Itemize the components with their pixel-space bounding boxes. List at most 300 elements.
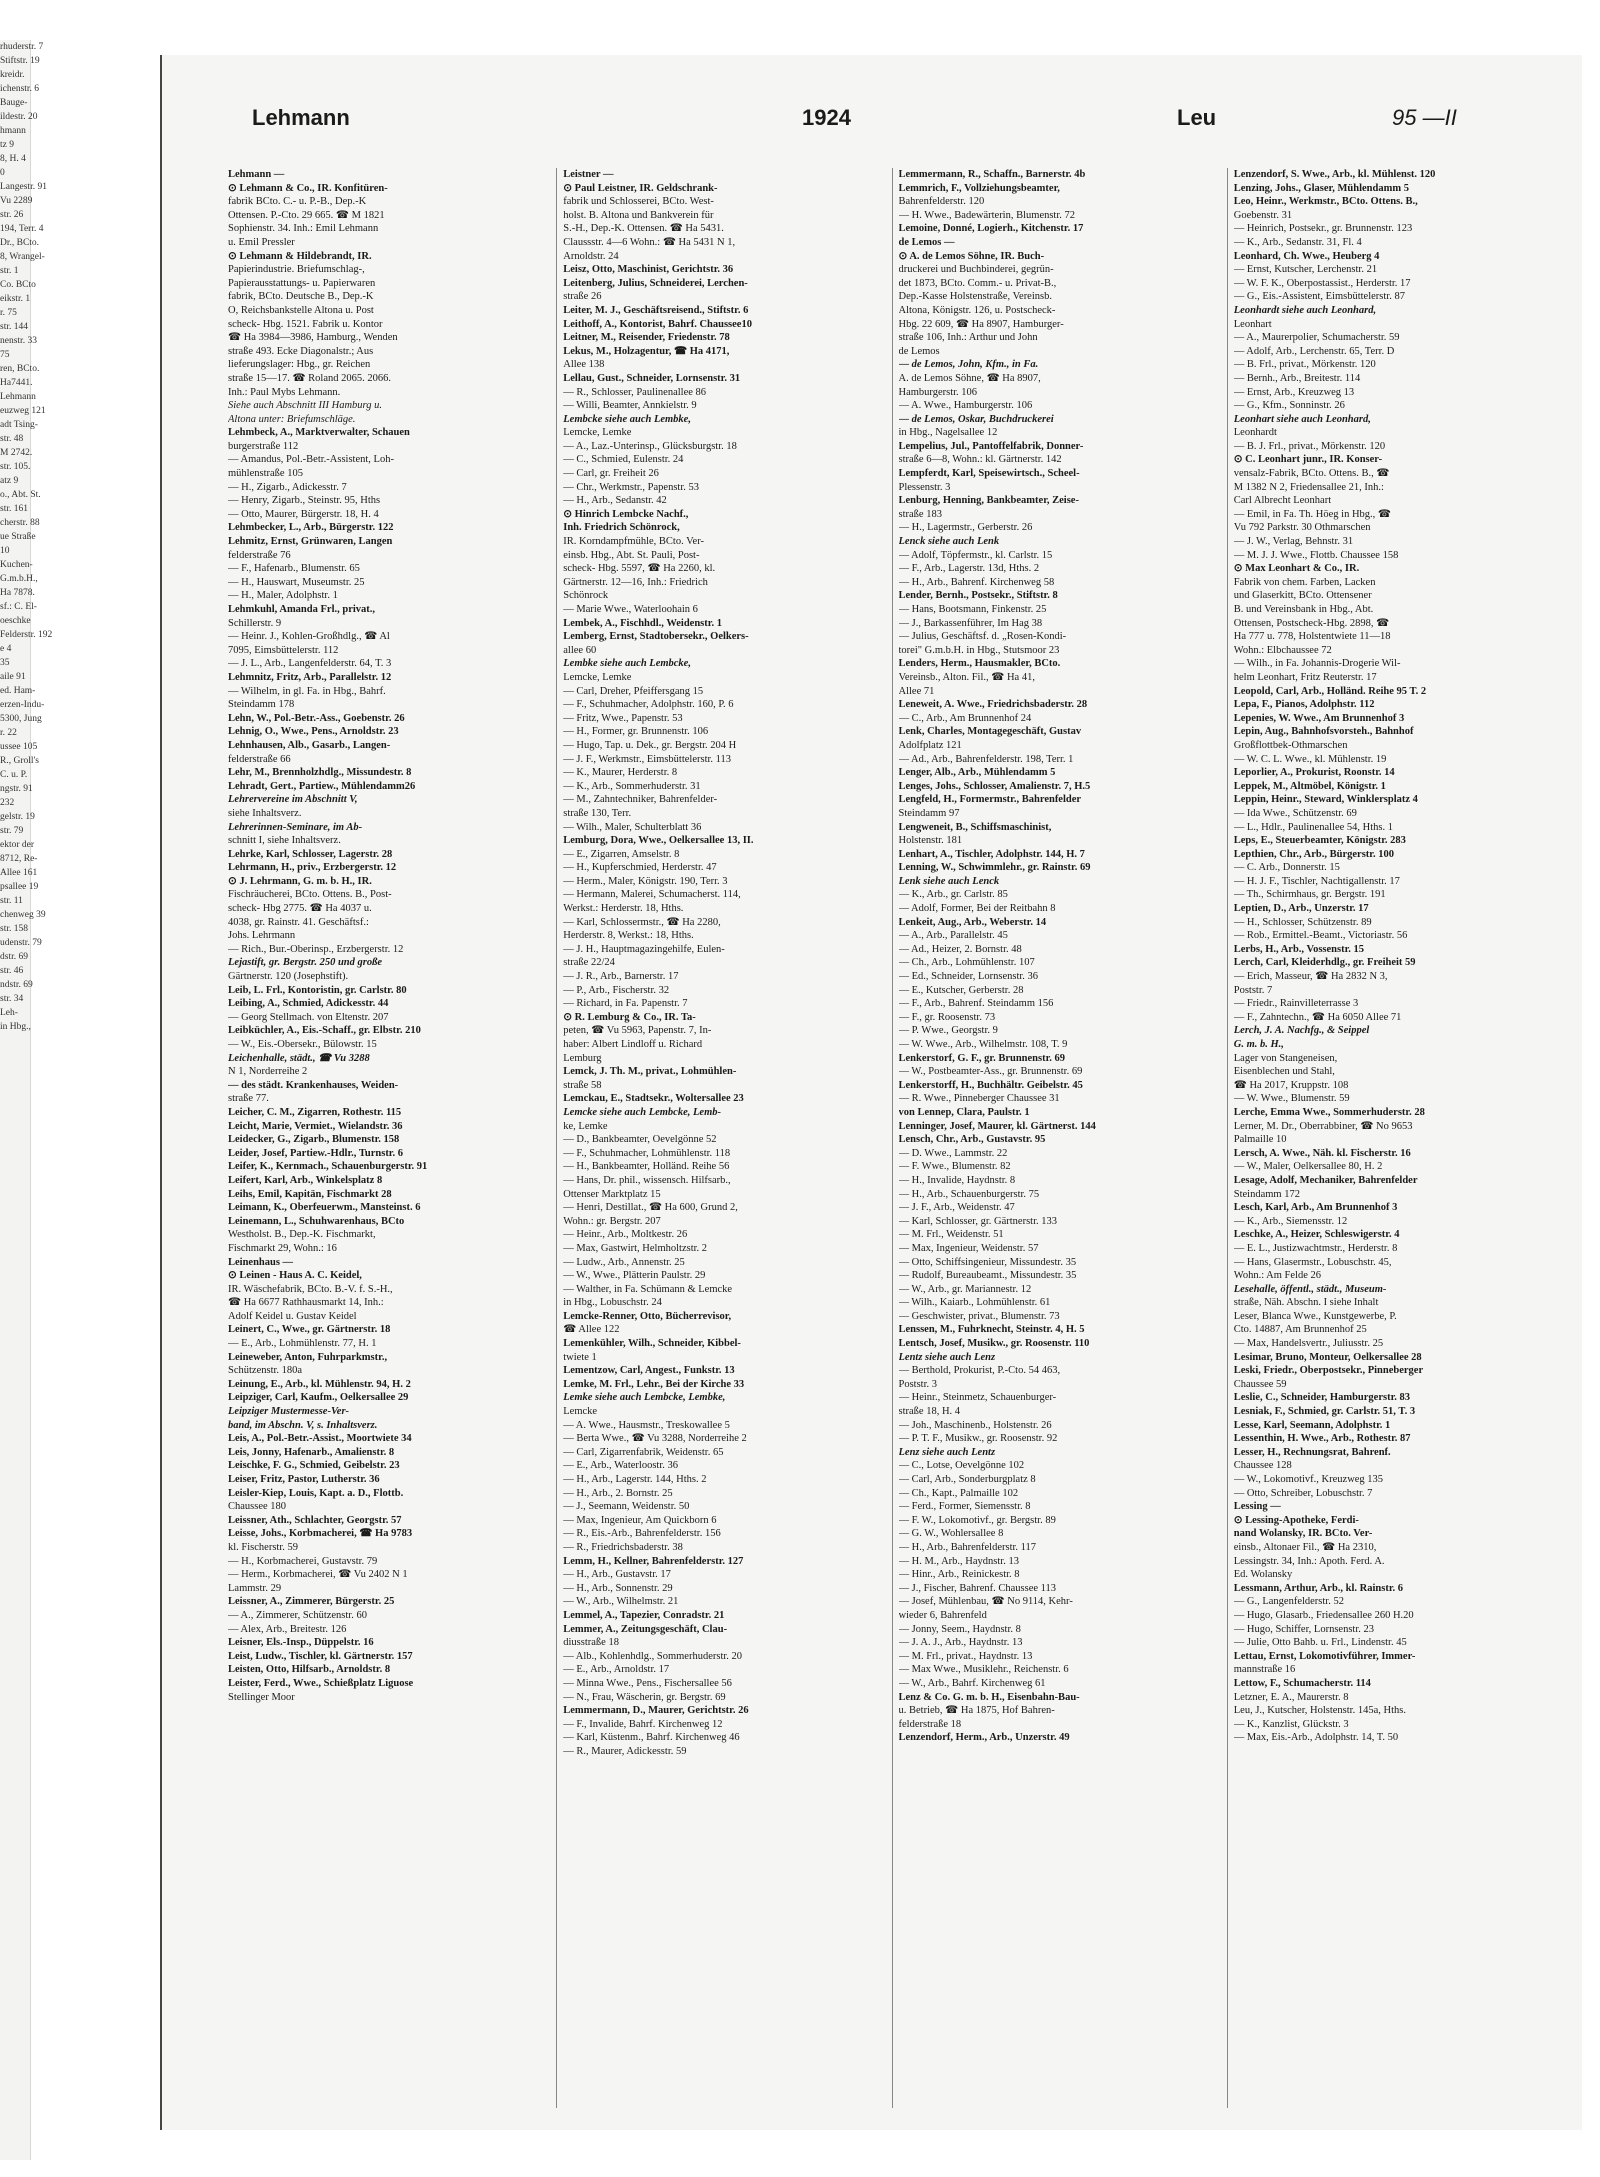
directory-entry: — H. J. F., Tischler, Nachtigallenstr. 17 — [1233, 875, 1400, 887]
header-left-keyword: Lehmann — [252, 105, 350, 130]
directory-entry: — H. Wwe., Badewärterin, Blumenstr. 72 — [898, 209, 1076, 221]
directory-entry: Lenzendorf, S. Wwe., Arb., kl. Mühlenst. 120 — [1233, 169, 1436, 180]
directory-entry: — Max Wwe., Musiklehr., Reichenstr. 6 — [898, 1664, 1069, 1676]
directory-entry: Leski, Friedr., Oberpostsekr., Pinneberger — [1233, 1365, 1424, 1377]
directory-entry: Ottenser Marktplatz 15 — [563, 1188, 661, 1200]
directory-entry: O, Reichsbankstelle Altona u. Post — [228, 304, 374, 316]
directory-entry: Leihs, Emil, Kapitän, Fischmarkt 28 — [228, 1188, 392, 1200]
directory-entry: scheck- Hbg. 5597, ☎ Ha 2260, kl. — [563, 563, 716, 575]
directory-entry: Lerner, M. Dr., Oberrabbiner, ☎ No 9653 — [1233, 1120, 1413, 1132]
directory-entry: Lehnhausen, Alb., Gasarb., Langen- — [228, 739, 391, 751]
directory-entry: — P., Arb., Fischerstr. 32 — [563, 984, 670, 996]
strip-line: M 2742. — [0, 448, 33, 458]
directory-entry: — H., Arb., Gustavstr. 17 — [563, 1569, 671, 1581]
directory-entry: straße 58 — [563, 1079, 602, 1091]
strip-line: ektor der — [0, 840, 35, 850]
directory-entry: — Herm., Korbmacherei, ☎ Vu 2402 N 1 — [228, 1569, 408, 1581]
strip-line: Kuchen- — [0, 560, 33, 570]
directory-entry: Lembke siehe auch Lembcke, — [563, 658, 691, 670]
directory-entry: — Max, Ingenieur, Weidenstr. 57 — [898, 1242, 1039, 1254]
directory-entry: — Max, Eis.-Arb., Adolphstr. 14, T. 50 — [1233, 1732, 1399, 1744]
strip-line: 10 — [0, 546, 10, 556]
directory-entry: Lerch, J. A. Nachfg., & Seippel — [1233, 1025, 1370, 1037]
strip-line: str. 46 — [0, 966, 24, 976]
directory-entry: schnitt I, siehe Inhaltsverz. — [228, 835, 341, 847]
directory-entry: Lenburg, Henning, Bankbeamter, Zeise- — [898, 495, 1079, 507]
strip-line: hmann — [0, 126, 26, 136]
directory-entry: — F., Arb., Bahrenf. Steindamm 156 — [898, 998, 1054, 1010]
directory-entry: — W., Arb., Wilhelmstr. 21 — [563, 1596, 679, 1608]
directory-entry: Arnoldstr. 24 — [563, 250, 619, 262]
directory-entry: ☎ Ha 3984—3986, Hamburg., Wenden — [228, 332, 398, 344]
directory-entry: — E., Arb., Waterloostr. 36 — [563, 1460, 678, 1472]
column-2 — [556, 168, 891, 2108]
directory-entry: Leicher, C. M., Zigarren, Rothestr. 115 — [228, 1106, 402, 1118]
strip-line: 8, H. 4 — [0, 154, 26, 164]
directory-entry: Lemcke, Lemke — [563, 671, 632, 683]
directory-entry: Lenger, Alb., Arb., Mühlendamm 5 — [898, 767, 1056, 779]
directory-entry: — Julius, Geschäftsf. d. „Rosen-Kondi- — [898, 631, 1067, 643]
directory-entry: Lemburg — [563, 1052, 602, 1064]
directory-entry: Vu 792 Parkstr. 30 Othmarschen — [1233, 522, 1371, 534]
adjacent-page-text — [0, 40, 53, 1034]
strip-line: ichenstr. 6 — [0, 84, 40, 94]
directory-entry: — J., Barkassenführer, Im Hag 38 — [898, 617, 1043, 629]
directory-entry: Lepthien, Chr., Arb., Bürgerstr. 100 — [1233, 848, 1394, 860]
directory-entry: Lehmkuhl, Amanda Frl., privat., — [228, 604, 376, 615]
directory-entry: Leonhart — [1233, 318, 1272, 330]
strip-line: eikstr. 1 — [0, 294, 31, 304]
directory-entry: 7095, Eimsbüttelerstr. 112 — [228, 644, 339, 656]
directory-entry: Lemoine, Donné, Logierh., Kitchenstr. 17 — [898, 223, 1084, 235]
directory-entry: straße 6—8, Wohn.: kl. Gärtnerstr. 142 — [898, 454, 1062, 466]
directory-entry: — K., Arb., Siemensstr. 12 — [1233, 1215, 1348, 1227]
strip-line: ussee 105 — [0, 742, 38, 752]
directory-entry: Palmaille 10 — [1233, 1134, 1287, 1146]
directory-entry: Lettow, F., Schumacherstr. 114 — [1233, 1677, 1371, 1689]
directory-entry: — R., Maurer, Adickesstr. 59 — [563, 1745, 687, 1757]
directory-entry: Lenzing, Johs., Glaser, Mühlendamm 5 — [1233, 182, 1409, 194]
directory-entry: ⊙ Paul Leistner, IR. Geldschrank- — [563, 182, 718, 194]
directory-entry: Lepa, F., Pianos, Adolphstr. 112 — [1233, 699, 1375, 711]
directory-entry: — M. J. J. Wwe., Flottb. Chaussee 158 — [1233, 549, 1399, 561]
directory-entry: Leissner, A., Zimmerer, Bürgerstr. 25 — [228, 1596, 395, 1608]
directory-entry: Lensch, Chr., Arb., Gustavstr. 95 — [898, 1134, 1046, 1146]
directory-entry: Leporlier, A., Prokurist, Roonstr. 14 — [1233, 767, 1395, 779]
directory-entry: Ottensen, Postscheck-Hbg. 2898, ☎ — [1233, 617, 1390, 629]
header-page-number: 95 —II — [1392, 105, 1457, 130]
directory-entry: — Joh., Maschinenb., Holstenstr. 26 — [898, 1419, 1052, 1431]
directory-entry: Ha 777 u. 778, Holstentwiete 11—18 — [1233, 631, 1391, 643]
directory-entry: Schillerstr. 9 — [228, 617, 282, 629]
directory-entry: Lesniak, F., Schmied, gr. Carlstr. 51, T. 3 — [1233, 1406, 1416, 1418]
directory-entry: ⊙ Lessing-Apotheke, Ferdi- — [1233, 1514, 1359, 1526]
directory-entry: — J., Seemann, Weidenstr. 50 — [563, 1501, 690, 1513]
strip-line: str. 105. — [0, 462, 31, 472]
directory-entry: fabrik BCto. C.- u. P.-B., Dep.-K — [228, 196, 367, 208]
directory-entry: vensalz-Fabrik, BCto. Ottens. B., ☎ — [1233, 468, 1390, 480]
directory-entry: felderstraße 66 — [228, 753, 291, 765]
directory-entry: — C. Arb., Donnerstr. 15 — [1233, 862, 1340, 874]
directory-entry: twiete 1 — [563, 1351, 597, 1363]
directory-entry: — Ludw., Arb., Annenstr. 25 — [563, 1256, 685, 1268]
directory-entry: Leneweit, A. Wwe., Friedrichsbaderstr. 28 — [898, 699, 1088, 711]
directory-entry: — Adolf, Töpfermstr., kl. Carlstr. 15 — [898, 549, 1053, 561]
directory-entry: haber: Albert Lindloff u. Richard — [563, 1039, 703, 1050]
directory-entry: — Bernh., Arb., Breitestr. 114 — [1233, 372, 1361, 384]
directory-entry: Lenzendorf, Herm., Arb., Unzerstr. 49 — [898, 1732, 1070, 1744]
directory-entry: — Wilh., in Fa. Johannis-Drogerie Wil- — [1233, 658, 1401, 670]
directory-entry: — F. Wwe., Blumenstr. 82 — [898, 1161, 1011, 1173]
strip-line: Felderstr. 192 — [0, 630, 53, 640]
strip-line: chenweg 39 — [0, 910, 46, 920]
directory-entry: — W., Maler, Oelkersallee 80, H. 2 — [1233, 1161, 1383, 1173]
directory-entry: straße 106, Inh.: Arthur und John — [898, 332, 1038, 344]
directory-entry: — W. F. K., Oberpostassist., Herderstr. 17 — [1233, 277, 1411, 289]
directory-entry: Leo, Heinr., Werkmstr., BCto. Ottens. B., — [1233, 196, 1418, 208]
directory-entry: peten, ☎ Vu 5963, Papenstr. 7, In- — [563, 1025, 712, 1037]
directory-entry: Leinemann, L., Schuhwarenhaus, BCto — [228, 1215, 405, 1227]
directory-entry: Stellinger Moor — [228, 1691, 295, 1703]
directory-entry: straße 183 — [898, 508, 942, 520]
directory-entry: Leisten, Otto, Hilfsarb., Arnoldstr. 8 — [228, 1664, 391, 1676]
directory-entry: — H., Hauswart, Museumstr. 25 — [228, 576, 365, 588]
directory-entry: Poststr. 3 — [898, 1378, 938, 1390]
directory-entry: — H., Lagermstr., Gerberstr. 26 — [898, 522, 1033, 534]
directory-entry: — Berthold, Prokurist, P.-Cto. 54 463, — [898, 1365, 1061, 1377]
directory-entry: straße 18, H. 4 — [898, 1406, 961, 1418]
directory-entry: 4038, gr. Rainstr. 41. Geschäftsf.: — [228, 916, 369, 928]
directory-entry: Leitenberg, Julius, Schneiderei, Lerchen- — [563, 277, 748, 289]
directory-entry: — Max, Ingenieur, Am Quickborn 6 — [563, 1514, 717, 1526]
directory-entry: torei" G.m.b.H. in Hbg., Stutsmoor 23 — [898, 644, 1060, 656]
directory-entry: — F., Arb., Lagerstr. 13d, Hths. 2 — [898, 563, 1040, 575]
directory-entry: Leu, J., Kutscher, Holstenstr. 145a, Hths. — [1233, 1705, 1406, 1717]
directory-entry: Lejastift, gr. Bergstr. 250 und große — [228, 957, 383, 969]
directory-entry: — K., Arb., Sedanstr. 31, Fl. 4 — [1233, 236, 1362, 248]
strip-line: 0 — [0, 168, 5, 178]
strip-line: str. 161 — [0, 504, 28, 514]
directory-entry: diusstraße 18 — [563, 1637, 619, 1649]
strip-line: r. 75 — [0, 308, 17, 318]
directory-entry: Ed. Wolansky — [1233, 1569, 1293, 1581]
directory-entry: A. de Lemos Söhne, ☎ Ha 8907, — [898, 372, 1041, 384]
directory-entry: Lenkeit, Aug., Arb., Weberstr. 14 — [898, 916, 1047, 928]
directory-entry: Fischmarkt 29, Wohn.: 16 — [228, 1242, 337, 1254]
directory-entry: — Ida Wwe., Schützenstr. 69 — [1233, 807, 1357, 819]
directory-entry: felderstraße 76 — [228, 549, 291, 561]
directory-entry: ☎ Ha 6677 Rathhausmarkt 14, Inh.: — [228, 1297, 384, 1309]
directory-entry: — J. F., Arb., Weidenstr. 47 — [898, 1202, 1015, 1214]
directory-entry: Inh.: Paul Mybs Lehmann. — [228, 386, 341, 398]
directory-entry: Lentsch, Josef, Musikw., gr. Roosenstr. 110 — [898, 1338, 1090, 1350]
directory-entry: Lengfeld, H., Formermstr., Bahrenfelder — [898, 794, 1082, 806]
directory-entry: Lehrervereine im Abschnitt V, — [228, 794, 358, 806]
directory-entry: Lammstr. 29 — [228, 1582, 282, 1594]
directory-entry: siehe Inhaltsverz. — [228, 807, 302, 819]
directory-entry: straße 15—17. ☎ Roland 2065. 2066. — [228, 372, 391, 384]
directory-entry: Lenders, Herm., Hausmakler, BCto. — [898, 658, 1061, 670]
strip-line: str. 11 — [0, 896, 23, 906]
directory-entry: Lesch, Karl, Arb., Am Brunnenhof 3 — [1233, 1202, 1398, 1214]
directory-entry: holst. B. Altona und Bankverein für — [563, 209, 714, 221]
directory-entry: — K., Kanzlist, Glückstr. 3 — [1233, 1718, 1349, 1730]
directory-entry: Leib, L. Frl., Kontoristin, gr. Carlstr. 80 — [228, 984, 407, 996]
directory-entry: Lenz siehe auch Lentz — [898, 1446, 996, 1458]
directory-entry: — H., Arb., 2. Bornstr. 25 — [563, 1487, 673, 1499]
directory-entry: — Carl, Dreher, Pfeiffersgang 15 — [563, 685, 704, 697]
directory-entry: — H., Invalide, Haydnstr. 8 — [898, 1174, 1016, 1186]
directory-entry: Lenning, W., Schwimmlehr., gr. Rainstr. 69 — [898, 862, 1091, 874]
directory-entry: — H., Arb., Sedanstr. 42 — [563, 495, 667, 507]
directory-entry: Leisz, Otto, Maschinist, Gerichtstr. 36 — [563, 264, 734, 276]
directory-entry: allee 60 — [563, 644, 597, 656]
directory-entry: Leonhardt — [1233, 427, 1277, 439]
directory-entry: — Carl, Arb., Sonderburgplatz 8 — [898, 1474, 1036, 1485]
directory-entry: — M. Frl., privat., Haydnstr. 13 — [898, 1650, 1033, 1662]
directory-entry: Lemcke-Renner, Otto, Bücherrevisor, — [563, 1310, 732, 1322]
directory-entry: Wohn.: gr. Bergstr. 207 — [563, 1215, 661, 1227]
directory-entry: Leinung, E., Arb., kl. Mühlenstr. 94, H. 2 — [228, 1378, 411, 1390]
directory-entry: — Wilh., Maler, Schulterblatt 36 — [563, 821, 702, 833]
directory-entry: Leisse, Johs., Korbmacherei, ☎ Ha 9783 — [228, 1528, 413, 1540]
directory-entry: Leifert, Karl, Arb., Winkelsplatz 8 — [228, 1174, 383, 1186]
directory-entry: Lehr, M., Brennholzhdlg., Missundestr. 8 — [228, 767, 412, 779]
directory-entry: Lempelius, Jul., Pantoffelfabrik, Donner- — [898, 440, 1084, 452]
directory-entry: Letzner, E. A., Maurerstr. 8 — [1233, 1691, 1349, 1703]
directory-entry: Lehradt, Gert., Partiew., Mühlendamm26 — [228, 780, 416, 792]
directory-entry: Lemke siehe auch Lembcke, Lembke, — [563, 1392, 726, 1404]
directory-entry: Lehmbecker, L., Arb., Bürgerstr. 122 — [228, 522, 394, 534]
directory-entry: IR. Korndampfmühle, BCto. Ver- — [563, 536, 704, 548]
directory-entry: — Henri, Destillat., ☎ Ha 600, Grund 2, — [563, 1202, 738, 1214]
directory-entry: — G., Eis.-Assistent, Eimsbüttelerstr. 87 — [1233, 291, 1405, 303]
directory-entry: Lesehalle, öffentl., städt., Museum- — [1233, 1283, 1387, 1295]
strip-line: tz 9 — [0, 140, 14, 150]
directory-entry: Lerbs, H., Arb., Vossenstr. 15 — [1233, 943, 1365, 955]
strip-line: adt Tsing- — [0, 420, 38, 430]
directory-entry: Leissner, Ath., Schlachter, Georgstr. 57 — [228, 1514, 402, 1526]
directory-entry: Lesage, Adolf, Mechaniker, Bahrenfelder — [1233, 1174, 1418, 1186]
directory-entry: — H., Zigarb., Adickesstr. 7 — [228, 481, 347, 493]
directory-entry: — A., Laz.-Unterinsp., Glücksburgstr. 18 — [563, 440, 737, 452]
strip-line: str. 48 — [0, 434, 24, 444]
directory-entry: — D., Bankbeamter, Oevelgönne 52 — [563, 1134, 717, 1146]
directory-entry: — F., Hafenarb., Blumenstr. 65 — [228, 563, 360, 575]
directory-entry: — Hinr., Arb., Reinickestr. 8 — [898, 1569, 1020, 1581]
directory-entry: Leonhard, Ch. Wwe., Heuberg 4 — [1233, 250, 1380, 262]
directory-entry: ke, Lemke — [563, 1120, 608, 1132]
directory-entry: — L., Hdlr., Paulinenallee 54, Hths. 1 — [1233, 821, 1393, 833]
directory-entry: — W., Arb., gr. Mariannestr. 12 — [898, 1283, 1032, 1295]
directory-entry: — Wilh., Kaiarb., Lohmühlenstr. 61 — [898, 1297, 1051, 1309]
directory-entry: ⊙ Leinen - Haus A. C. Keidel, — [228, 1270, 362, 1282]
strip-line: str. 79 — [0, 826, 24, 836]
directory-entry: — Karl, Schlossermstr., ☎ Ha 2280, — [563, 916, 721, 928]
directory-entry: Leopold, Carl, Arb., Holländ. Reihe 95 T. 2 — [1233, 685, 1427, 697]
directory-entry: — H., Schlosser, Schützenstr. 89 — [1233, 916, 1372, 928]
directory-entry: — Otto, Maurer, Bürgerstr. 18, H. 4 — [228, 508, 379, 520]
directory-entry: Leistner — — [563, 169, 614, 180]
directory-entry: Leiser, Fritz, Pastor, Lutherstr. 36 — [228, 1474, 380, 1485]
directory-entry: ⊙ Lehmann & Hildebrandt, IR. — [228, 250, 372, 262]
directory-entry: Lepin, Aug., Bahnhofsvorsteh., Bahnhof — [1233, 726, 1414, 738]
directory-entry: Leist, Ludw., Tischler, kl. Gärtnerstr. 157 — [228, 1650, 413, 1662]
strip-line: ndstr. 69 — [0, 980, 33, 990]
directory-entry: — C., Lotse, Oevelgönne 102 — [898, 1460, 1025, 1472]
strip-line: Stiftstr. 19 — [0, 56, 40, 66]
directory-entry: Lessenthin, H. Wwe., Arb., Rothestr. 87 — [1233, 1433, 1411, 1445]
strip-line: aile 91 — [0, 672, 26, 682]
directory-entry: Lenninger, Josef, Maurer, kl. Gärtnerst. 144 — [898, 1120, 1096, 1132]
directory-entry: Leister, Ferd., Wwe., Schießplatz Liguose — [228, 1677, 414, 1689]
strip-line: rhuderstr. 7 — [0, 42, 44, 52]
directory-entry: — G., Langenfelderstr. 52 — [1233, 1596, 1344, 1608]
strip-line: str. 26 — [0, 210, 24, 220]
directory-entry: Lemcke siehe auch Lembcke, Lemb- — [563, 1106, 721, 1118]
directory-entry: band, im Abschn. V, s. Inhaltsverz. — [228, 1419, 378, 1431]
directory-entry: B. und Vereinsbank in Hbg., Abt. — [1233, 604, 1374, 615]
directory-entry: — E., Arb., Lohmühlenstr. 77, H. 1 — [228, 1338, 377, 1350]
strip-line: ren, BCto. — [0, 364, 40, 374]
strip-line: Bauge- — [0, 98, 28, 108]
directory-entry: — Herm., Maler, Königstr. 190, Terr. 3 — [563, 875, 728, 887]
directory-entry: — Adolf, Arb., Lerchenstr. 65, Terr. D — [1233, 345, 1395, 357]
directory-entry: Lemke, M. Frl., Lehr., Bei der Kirche 33 — [563, 1378, 745, 1390]
directory-entry: — Ad., Arb., Bahrenfelderstr. 198, Terr. 1 — [898, 753, 1074, 765]
directory-entry: Lemmermann, D., Maurer, Gerichtstr. 26 — [563, 1705, 749, 1717]
strip-line: Ha 7878. — [0, 588, 35, 598]
directory-entry: — W., Arb., Bahrf. Kirchenweg 61 — [898, 1677, 1046, 1689]
directory-entry: Altona unter: Briefumschläge. — [228, 413, 356, 425]
directory-entry: M 1382 N 2, Friedensallee 21, Inh.: — [1233, 481, 1384, 493]
directory-entry: in Hbg., Nagelsallee 12 — [898, 427, 998, 439]
directory-entry: Lenkerstorff, H., Buchhältr. Geibelstr. 45 — [898, 1079, 1083, 1091]
directory-entry: Leser, Blanca Wwe., Kunstgewerbe, P. — [1233, 1310, 1397, 1322]
directory-entry: Siehe auch Abschnitt III Hamburg u. — [228, 400, 382, 412]
directory-entry: u. Betrieb, ☎ Ha 1875, Hof Bahren- — [898, 1705, 1055, 1717]
directory-entry: — Berta Wwe., ☎ Vu 3288, Norderreihe 2 — [563, 1433, 747, 1445]
directory-entry: Lenges, Johs., Schlosser, Amalienstr. 7, H.5 — [898, 780, 1091, 792]
directory-entry: — Ch., Kapt., Palmaille 102 — [898, 1487, 1019, 1499]
directory-entry: — B. Frl., privat., Mörkenstr. 120 — [1233, 359, 1376, 371]
strip-line: nenstr. 33 — [0, 336, 37, 346]
directory-entry: — J. L., Arb., Langenfelderstr. 64, T. 3 — [228, 658, 392, 670]
strip-line: r. 22 — [0, 728, 17, 738]
directory-entry: — de Lemos, John, Kfm., in Fa. — [898, 359, 1039, 371]
strip-line: Ha7441. — [0, 378, 33, 388]
strip-line: Allee 161 — [0, 868, 38, 878]
directory-entry: Vereinsb., Alton. Fil., ☎ Ha 41, — [898, 671, 1035, 683]
directory-entry: Lemm, H., Kellner, Bahrenfelderstr. 127 — [563, 1555, 744, 1567]
directory-entry: Johs. Lehrmann — [228, 930, 296, 942]
strip-line: 35 — [0, 658, 10, 668]
strip-line: erzen-Indu- — [0, 700, 45, 710]
directory-entry: Leslie, C., Schneider, Hamburgerstr. 83 — [1233, 1392, 1411, 1404]
directory-entry: IR. Wäschefabrik, BCto. B.-V. f. S.-H., — [228, 1283, 393, 1295]
column-3 — [892, 168, 1227, 2108]
strip-line: ildestr. 20 — [0, 112, 38, 122]
directory-entry: Leis, A., Pol.-Betr.-Assist., Moortwiete 34 — [228, 1433, 412, 1445]
directory-entry: — W., Lokomotivf., Kreuzweg 135 — [1233, 1474, 1384, 1485]
directory-entry: Leichenhalle, städt., ☎ Vu 3288 — [228, 1052, 370, 1064]
directory-entry: — Erich, Masseur, ☎ Ha 2832 N 3, — [1233, 971, 1388, 983]
adjacent-page-strip — [0, 40, 53, 2160]
directory-entry: von Lennep, Clara, Paulstr. 1 — [898, 1106, 1030, 1118]
directory-entry: Allee 138 — [563, 359, 605, 371]
directory-entry: — P. Wwe., Georgstr. 9 — [898, 1025, 998, 1037]
directory-entry: Lentz siehe auch Lenz — [898, 1351, 996, 1363]
directory-entry: — Heinr., Arb., Moltkestr. 26 — [563, 1229, 688, 1241]
directory-entry: ⊙ A. de Lemos Söhne, IR. Buch- — [898, 250, 1045, 262]
directory-entry: — K., Arb., Sommerhuderstr. 31 — [563, 780, 701, 792]
directory-entry: Leifer, K., Kernmach., Schauenburgerstr. 91 — [228, 1161, 428, 1173]
directory-entry: — H. M., Arb., Haydnstr. 13 — [898, 1555, 1019, 1567]
directory-entry: wieder 6, Bahrenfeld — [898, 1609, 987, 1621]
strip-line: R., Groll's — [0, 756, 39, 766]
directory-entry: Lesser, H., Rechnungsrat, Bahrenf. — [1233, 1446, 1391, 1458]
directory-entry: — A., Maurerpolier, Schumacherstr. 59 — [1233, 332, 1400, 344]
directory-entry: Steindamm 178 — [228, 699, 295, 711]
directory-entry: — Geschwister, privat., Blumenstr. 73 — [898, 1310, 1060, 1322]
directory-entry: — Ferd., Former, Siemensstr. 8 — [898, 1501, 1031, 1513]
directory-entry: straße, Näh. Abschn. I siehe Inhalt — [1233, 1297, 1379, 1309]
directory-entry: Lenck siehe auch Lenk — [898, 536, 1000, 548]
directory-entry: — Marie Wwe., Waterloohain 6 — [563, 604, 698, 615]
directory-entry: Leicht, Marie, Vermiet., Wielandstr. 36 — [228, 1120, 403, 1132]
directory-entry: — Richard, in Fa. Papenstr. 7 — [563, 998, 688, 1010]
directory-entry: — H., Bankbeamter, Holländ. Reihe 56 — [563, 1161, 730, 1173]
directory-entry: — J. H., Hauptmagazingehilfe, Eulen- — [563, 943, 725, 955]
directory-entry: Leipziger, Carl, Kaufm., Oelkersallee 29 — [228, 1392, 409, 1404]
strip-line: ed. Ham- — [0, 686, 36, 696]
directory-entry: Lenhart, A., Tischler, Adolphstr. 144, H. 7 — [898, 848, 1085, 860]
directory-entry: Leidecker, G., Zigarb., Blumenstr. 158 — [228, 1134, 400, 1146]
directory-entry: — des städt. Krankenhauses, Weiden- — [228, 1079, 399, 1091]
directory-entry: Wohn.: Am Felde 26 — [1233, 1270, 1321, 1282]
directory-entry: einsb., Altonaer Fil., ☎ Ha 2310, — [1233, 1541, 1377, 1553]
directory-entry: — R. Wwe., Pinneberger Chaussee 31 — [898, 1093, 1060, 1105]
directory-entry: Lemenkühler, Wilh., Schneider, Kibbel- — [563, 1338, 741, 1350]
directory-entry: — M., Zahntechniker, Bahrenfelder- — [563, 794, 718, 806]
directory-entry: — M. Frl., Weidenstr. 51 — [898, 1229, 1004, 1241]
directory-entry: Lehrke, Karl, Schlosser, Lagerstr. 28 — [228, 848, 393, 860]
directory-entry: ⊙ C. Leonhart junr., IR. Konser- — [1233, 454, 1383, 466]
directory-entry: G. m. b. H., — [1233, 1039, 1284, 1050]
strip-line: in Hbg., — [0, 1022, 31, 1032]
directory-entry: Lender, Bernh., Postsekr., Stiftstr. 8 — [898, 590, 1058, 602]
strip-line: str. 144 — [0, 322, 28, 332]
directory-entry: — J. F., Werkmstr., Eimsbüttelerstr. 113 — [563, 753, 732, 765]
strip-line: str. 34 — [0, 994, 24, 1004]
directory-entry: u. Emil Pressler — [228, 236, 295, 248]
directory-entry: — Hugo, Tap. u. Dek., gr. Bergstr. 204 H — [563, 739, 737, 751]
directory-entry: Schönrock — [563, 590, 609, 602]
directory-entry: — F. W., Lokomotivf., gr. Bergstr. 89 — [898, 1514, 1056, 1526]
directory-entry: scheck- Hbg. 1521. Fabrik u. Kontor — [228, 318, 383, 330]
directory-entry: Leibing, A., Schmied, Adickesstr. 44 — [228, 998, 389, 1010]
directory-entry: Papierausstattungs- u. Papierwaren — [228, 277, 376, 289]
directory-entry: Herderstr. 8, Werkst.: 18, Hths. — [563, 930, 694, 942]
strip-line: ue Straße — [0, 532, 36, 542]
directory-entry: Eisenblechen und Stahl, — [1233, 1066, 1335, 1078]
directory-entry: — F., Schuhmacher, Lohmühlenstr. 118 — [563, 1147, 731, 1159]
strip-line: gelstr. 19 — [0, 812, 35, 822]
directory-entry: felderstraße 18 — [898, 1718, 962, 1730]
directory-entry: — Alb., Kohlenhdlg., Sommerhuderstr. 20 — [563, 1650, 743, 1662]
directory-entry: in Hbg., Lobuschstr. 24 — [563, 1297, 662, 1309]
directory-entry: scheck- Hbg 2775. ☎ Ha 4037 u. — [228, 903, 372, 915]
